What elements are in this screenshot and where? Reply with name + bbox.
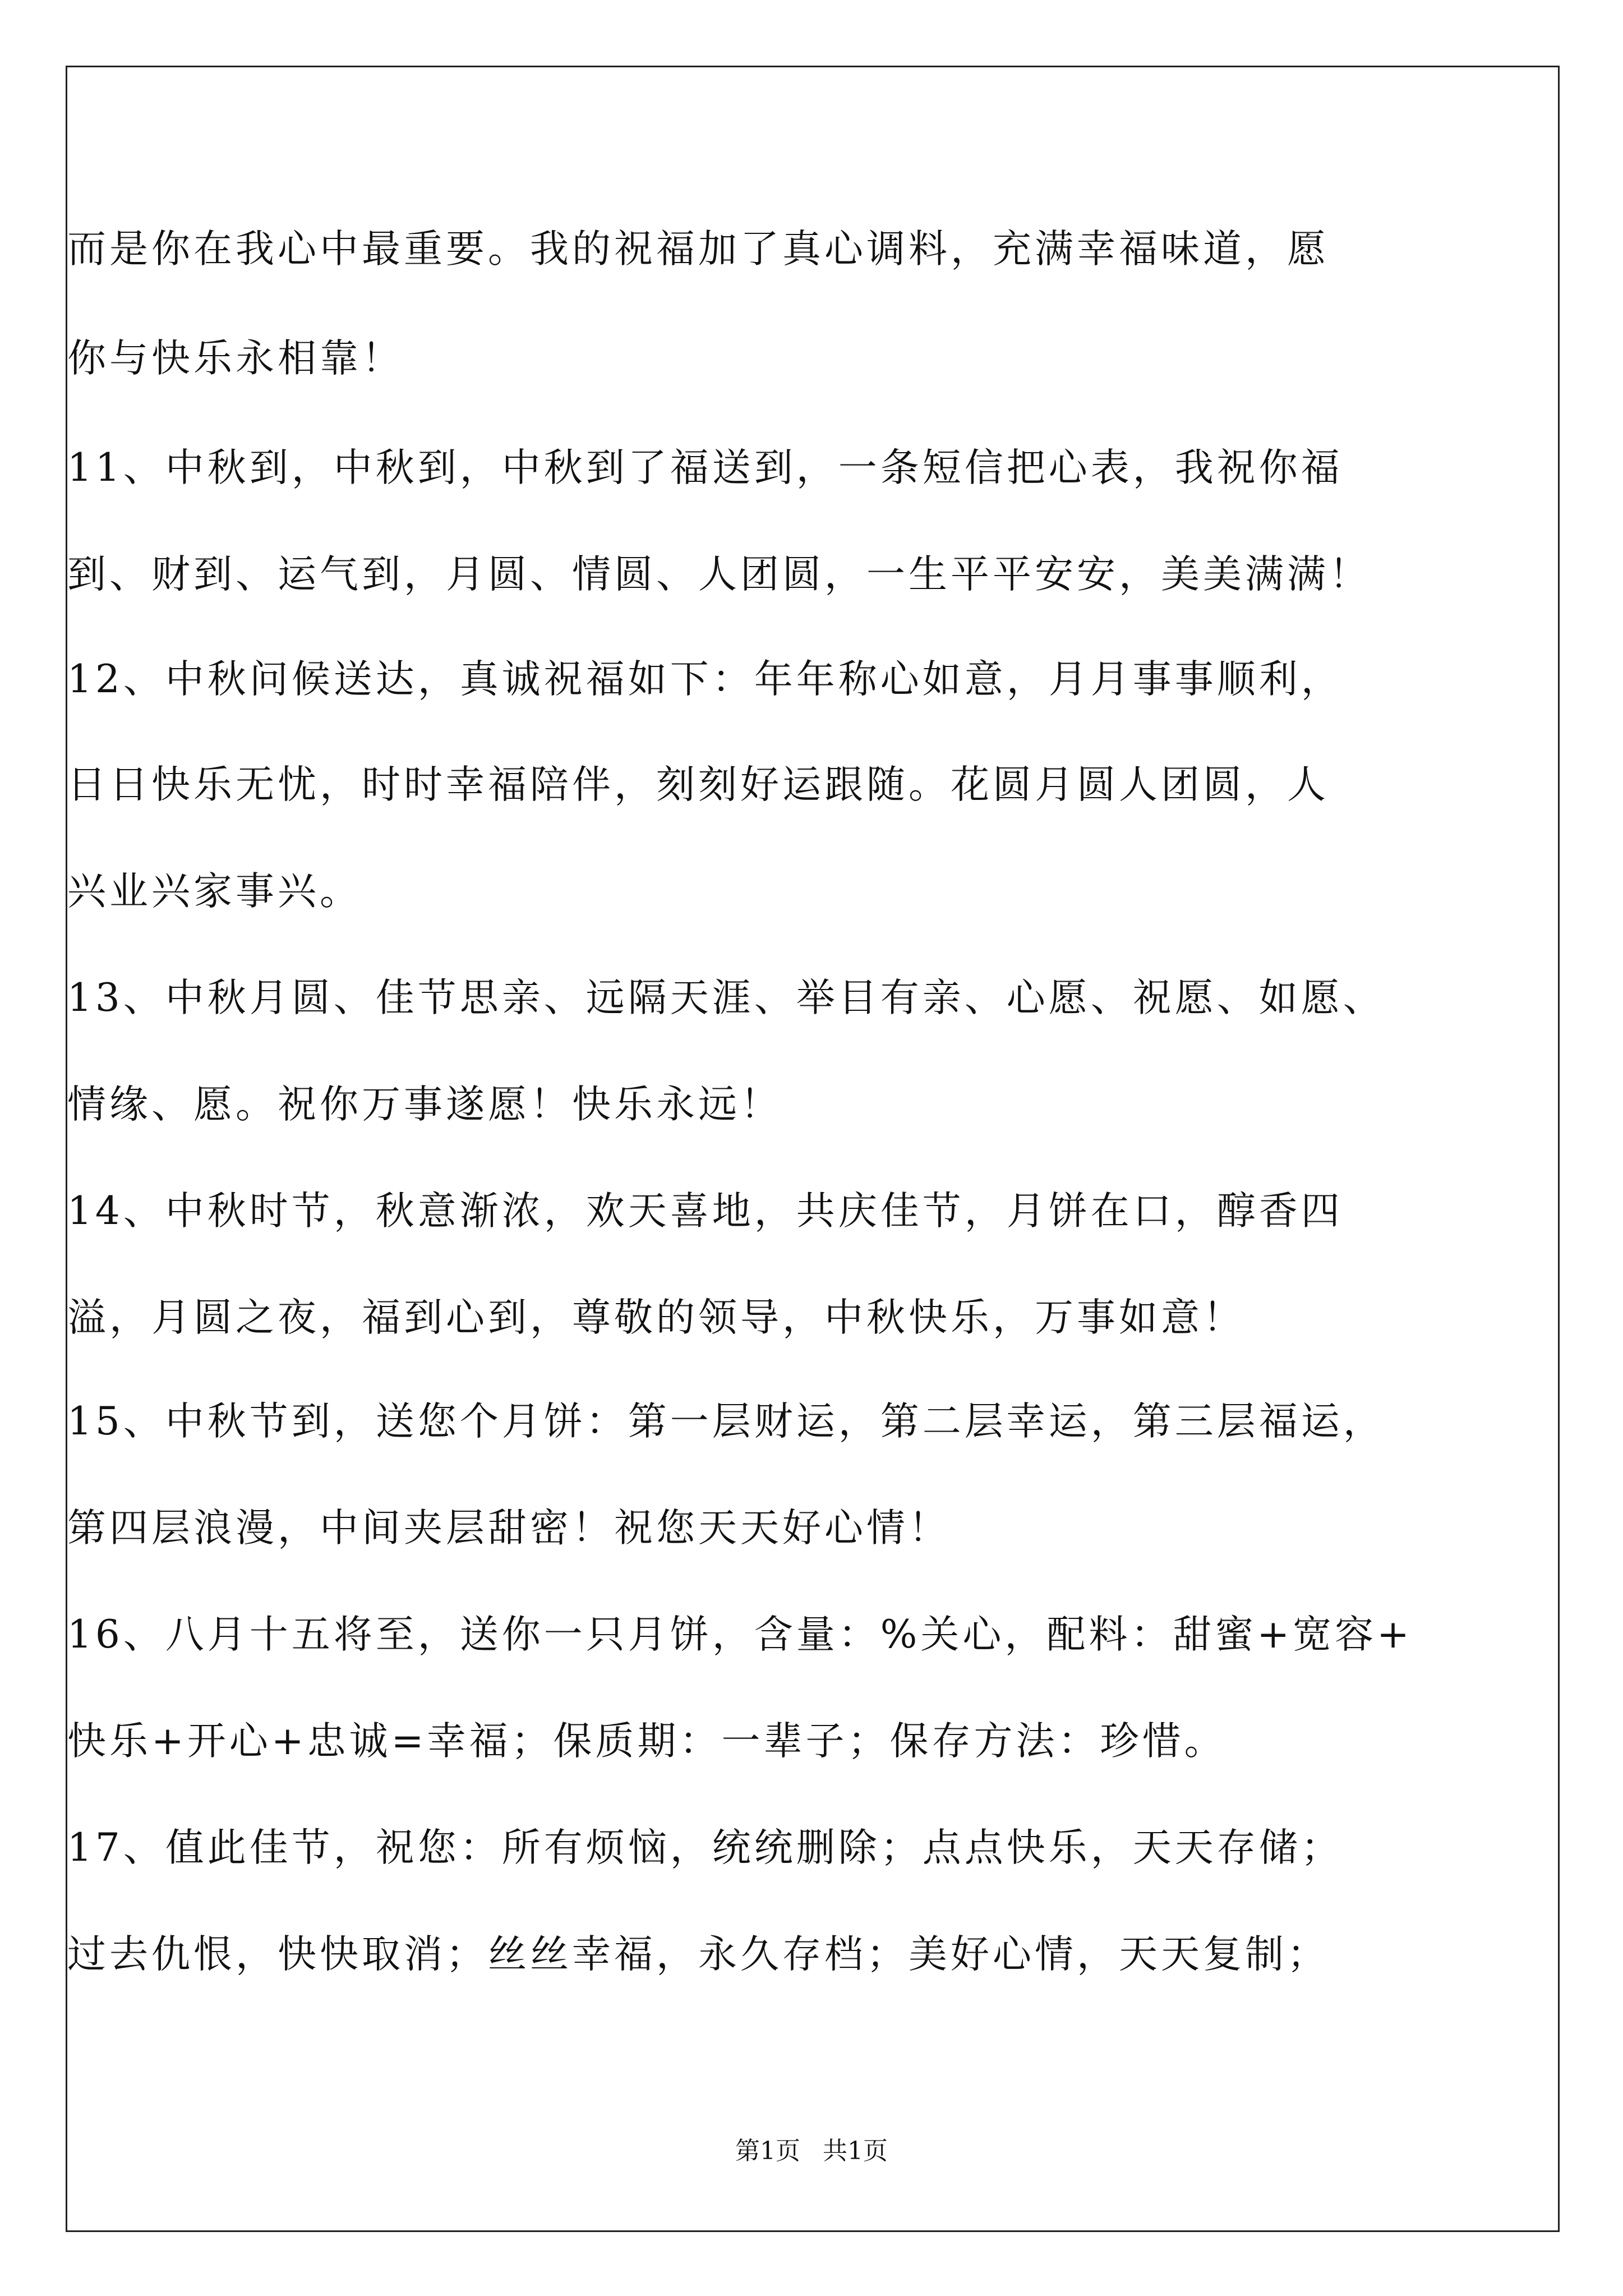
text-line: 溢，月圆之夜，福到心到，尊敬的领导，中秋快乐，万事如意！ <box>67 1295 1245 1340</box>
page-frame <box>66 66 1560 2232</box>
text-line: 13、中秋月圆、佳节思亲、远隔天涯、举目有亲、心愿、祝愿、如愿、 <box>67 976 1385 1020</box>
text-line: 你与快乐永相靠！ <box>67 336 404 381</box>
text-line: 过去仇恨，快快取消；丝丝幸福，永久存档；美好心情，天天复制； <box>67 1932 1329 1977</box>
text-line: 12、中秋问候送达，真诚祝福如下：年年称心如意，月月事事顺利， <box>67 657 1343 702</box>
text-line: 情缘、愿。祝你万事遂愿！快乐永远！ <box>67 1082 782 1127</box>
text-line: 14、中秋时节，秋意渐浓，欢天喜地，共庆佳节，月饼在口，醇香四 <box>67 1189 1343 1234</box>
text-line: 11、中秋到，中秋到，中秋到了福送到，一条短信把心表，我祝你福 <box>67 445 1343 490</box>
page-footer <box>0 2131 1623 2166</box>
text-line: 16、八月十五将至，送你一只月饼，含量：%关心，配料：甜蜜+宽容+ <box>67 1612 1413 1657</box>
text-line: 快乐+开心+忠诚=幸福；保质期：一辈子；保存方法：珍惜。 <box>67 1719 1227 1764</box>
text-line: 17、值此佳节，祝您：所有烦恼，统统删除；点点快乐，天天存储； <box>67 1825 1343 1870</box>
text-line: 而是你在我心中最重要。我的祝福加了真心调料，充满幸福味道，愿 <box>67 227 1329 272</box>
page-total: 共1页 <box>823 2137 888 2165</box>
text-line: 日日快乐无忧，时时幸福陪伴，刻刻好运跟随。花圆月圆人团圆，人 <box>67 762 1329 807</box>
text-line: 兴业兴家事兴。 <box>67 869 362 914</box>
text-line: 15、中秋节到，送您个月饼：第一层财运，第二层幸运，第三层福运， <box>67 1399 1385 1444</box>
page-number: 第1页 <box>735 2137 800 2165</box>
text-line: 到、财到、运气到，月圆、情圆、人团圆，一生平平安安，美美满满！ <box>67 552 1371 597</box>
text-line: 第四层浪漫，中间夹层甜密！祝您天天好心情！ <box>67 1506 951 1550</box>
